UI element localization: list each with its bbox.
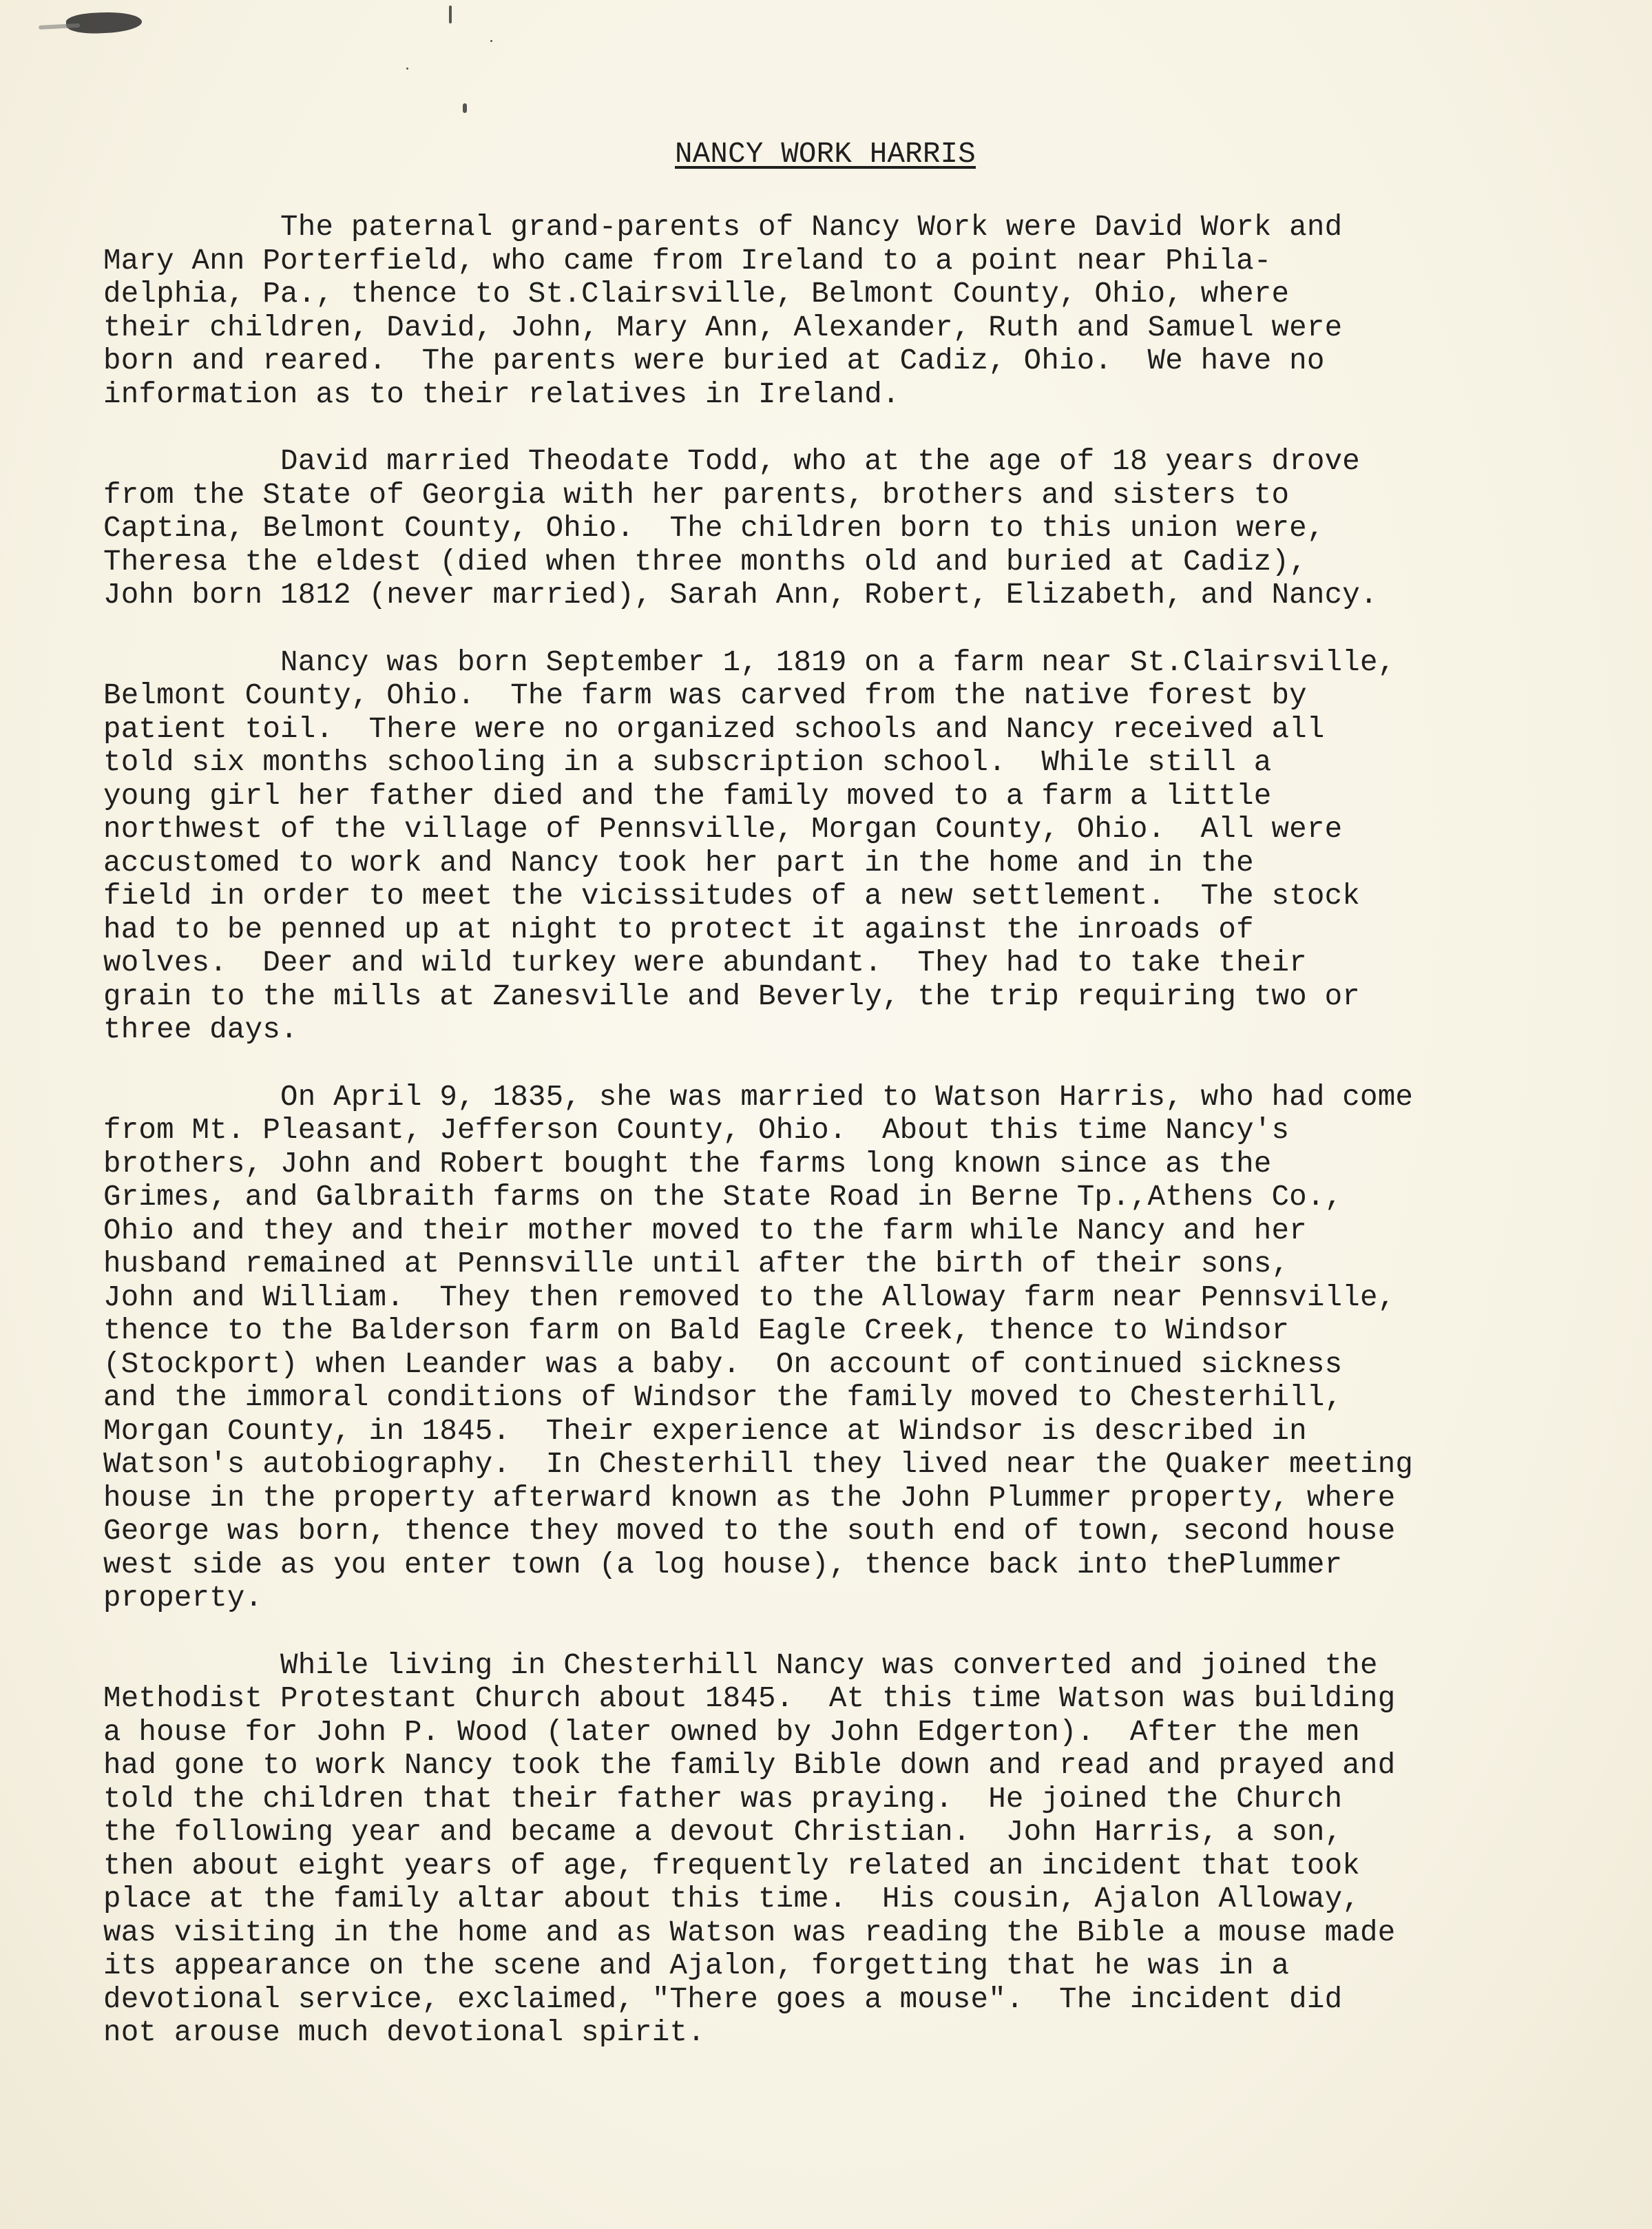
text-line: Mary Ann Porterfield, who came from Ireland to a point near Phila- bbox=[103, 244, 1272, 278]
ink-speck bbox=[449, 6, 452, 23]
text-line: and the immoral conditions of Windsor the family moved to Chesterhill, bbox=[103, 1381, 1343, 1414]
text-line: Grimes, and Galbraith farms on the State Road in Berne Tp.,Athens Co., bbox=[103, 1181, 1343, 1214]
paragraphs bbox=[103, 211, 1604, 2050]
text-line: field in order to meet the vicissitudes of a new settlement. The stock bbox=[103, 880, 1360, 913]
text-line: Morgan County, in 1845. Their experience at Windsor is described in bbox=[103, 1414, 1307, 1448]
text-line: Theresa the eldest (died when three months old and buried at Cadiz), bbox=[103, 545, 1307, 579]
text-line: property. bbox=[103, 1582, 263, 1615]
text-line: the following year and became a devout Christian. John Harris, a son, bbox=[103, 1816, 1343, 1849]
text-line: northwest of the village of Pennsville, Morgan County, Ohio. All were bbox=[103, 813, 1343, 846]
text-line: young girl her father died and the family moved to a farm a little bbox=[103, 779, 1272, 813]
text-line: had to be penned up at night to protect it against the inroads of bbox=[103, 913, 1254, 946]
paragraph-5 bbox=[103, 1649, 1604, 2050]
text-line: house in the property afterward known as the John Plummer property, where bbox=[103, 1481, 1396, 1515]
text-line: Belmont County, Ohio. The farm was carved from the native forest by bbox=[103, 679, 1307, 712]
text-line: then about eight years of age, frequently related an incident that took bbox=[103, 1849, 1360, 1883]
text-line: had gone to work Nancy took the family Bible down and read and prayed and bbox=[103, 1749, 1396, 1782]
text-line: Watson's autobiography. In Chesterhill they lived near the Quaker meeting bbox=[103, 1448, 1414, 1481]
text-line: Methodist Protestant Church about 1845. At this time Watson was building bbox=[103, 1682, 1396, 1715]
text-line: told six months schooling in a subscription school. While still a bbox=[103, 746, 1272, 779]
paragraph-1 bbox=[103, 211, 1604, 411]
text-line: thence to the Balderson farm on Bald Eagle Creek, thence to Windsor bbox=[103, 1314, 1290, 1347]
text-line: wolves. Deer and wild turkey were abundant. They had to take their bbox=[103, 946, 1307, 979]
paragraph-2 bbox=[103, 445, 1604, 612]
text-line: a house for John P. Wood (later owned by John Edgerton). After the men bbox=[103, 1715, 1360, 1749]
text-line: grain to the mills at Zanesville and Beverly, the trip requiring two or bbox=[103, 979, 1360, 1013]
text-line: information as to their relatives in Ireland. bbox=[103, 377, 900, 411]
ink-smudge bbox=[65, 10, 142, 35]
text-line: George was born, thence they moved to the south end of town, second house bbox=[103, 1515, 1396, 1548]
text-line: Ohio and they and their mother moved to the farm while Nancy and her bbox=[103, 1214, 1307, 1247]
text-line: John born 1812 (never married), Sarah Ann, Robert, Elizabeth, and Nancy. bbox=[103, 579, 1378, 612]
paragraph-4 bbox=[103, 1081, 1604, 1615]
ink-speck bbox=[463, 103, 467, 113]
text-line: husband remained at Pennsville until after the birth of their sons, bbox=[103, 1247, 1290, 1281]
text-line: not arouse much devotional spirit. bbox=[103, 2016, 705, 2049]
text-line: On April 9, 1835, she was married to Watson Harris, who had come bbox=[103, 1080, 1414, 1114]
text-line: Captina, Belmont County, Ohio. The children born to this union were, bbox=[103, 512, 1325, 545]
text-line: from Mt. Pleasant, Jefferson County, Ohio. About this time Nancy's bbox=[103, 1114, 1290, 1147]
text-line: (Stockport) when Leander was a baby. On account of continued sickness bbox=[103, 1347, 1343, 1381]
text-line: three days. bbox=[103, 1013, 298, 1046]
text-line: born and reared. The parents were buried at Cadiz, Ohio. We have no bbox=[103, 344, 1325, 377]
text-line: told the children that their father was praying. He joined the Church bbox=[103, 1782, 1343, 1816]
text-line: west side as you enter town (a log house), thence back into thePlummer bbox=[103, 1548, 1343, 1582]
page-title: NANCY WORK HARRIS bbox=[675, 138, 976, 171]
text-line: delphia, Pa., thence to St.Clairsville, Belmont County, Ohio, where bbox=[103, 278, 1290, 311]
text-line: While living in Chesterhill Nancy was converted and joined the bbox=[103, 1648, 1378, 1682]
document-body bbox=[103, 138, 1604, 2084]
text-line: was visiting in the home and as Watson was reading the Bible a mouse made bbox=[103, 1916, 1396, 1949]
text-line: John and William. They then removed to the Alloway farm near Pennsville, bbox=[103, 1281, 1396, 1314]
text-line: David married Theodate Todd, who at the age of 18 years drove bbox=[103, 445, 1360, 478]
text-line: patient toil. There were no organized schools and Nancy received all bbox=[103, 712, 1325, 746]
text-line: its appearance on the scene and Ajalon, forgetting that he was in a bbox=[103, 1949, 1290, 1982]
text-line: The paternal grand-parents of Nancy Work were David Work and bbox=[103, 211, 1343, 244]
text-line: brothers, John and Robert bought the farms long known since as the bbox=[103, 1147, 1272, 1181]
text-line: place at the family altar about this time. His cousin, Ajalon Alloway, bbox=[103, 1883, 1360, 1916]
text-line: Nancy was born September 1, 1819 on a farm near St.Clairsville, bbox=[103, 645, 1396, 679]
paragraph-3 bbox=[103, 646, 1604, 1047]
text-line: their children, David, John, Mary Ann, Alexander, Ruth and Samuel were bbox=[103, 311, 1343, 344]
text-line: devotional service, exclaimed, "There goes a mouse". The incident did bbox=[103, 1982, 1343, 2016]
ink-speck bbox=[490, 40, 492, 42]
ink-speck bbox=[406, 68, 408, 70]
text-line: accustomed to work and Nancy took her part in the home and in the bbox=[103, 846, 1254, 880]
text-line: from the State of Georgia with her parents, brothers and sisters to bbox=[103, 478, 1290, 512]
